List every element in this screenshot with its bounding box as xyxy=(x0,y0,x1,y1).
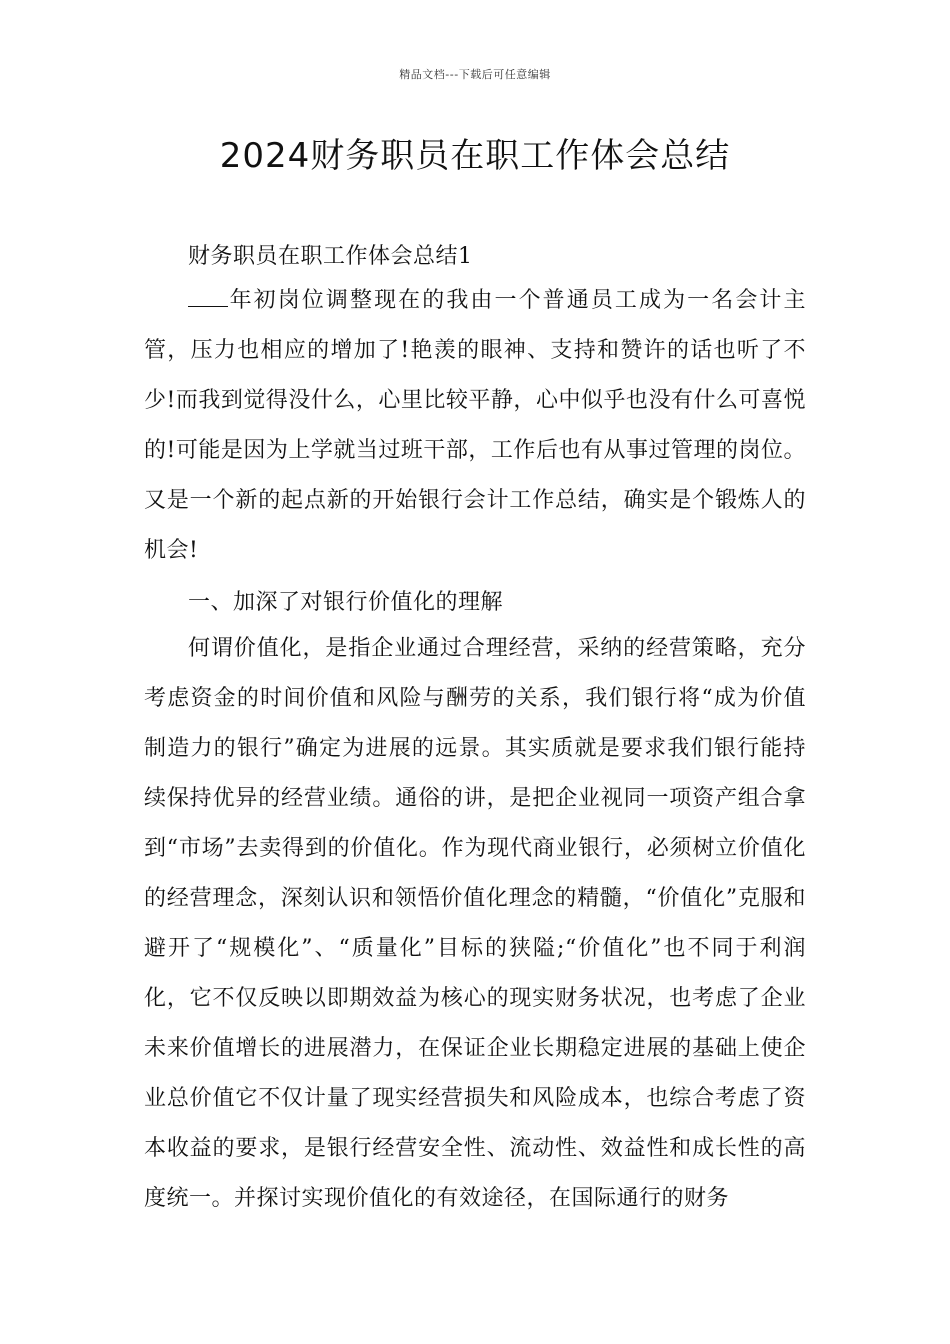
fill-in-blank xyxy=(188,286,228,307)
paragraph-2 xyxy=(144,624,806,1224)
document-subtitle: 财务职员在职工作体会总结1 xyxy=(188,244,473,269)
subtitle-block xyxy=(144,232,806,282)
paragraph-1-text xyxy=(144,276,806,576)
paragraph-1-body: 年初岗位调整现在的我由一个普通员工成为一名会计主管，压力也相应的增加了!艳羡的眼神、支持和赞许的话也听了不少!而我到觉得没什么，心里比较平静，心中似乎也没有什么可喜悦的!可能是因为上学就当过班干部，工作后也有从事过管理的岗位。又是一个新的起点新的开始银行会计工作总结，确实是个锻炼人的机会! xyxy=(144,288,806,563)
section-1-heading: 一、加深了对银行价值化的理解 xyxy=(188,590,504,615)
paragraph-1 xyxy=(144,276,806,576)
section-1-heading-block xyxy=(144,578,806,628)
paragraph-2-text: 何谓价值化，是指企业通过合理经营，采纳的经营策略，充分考虑资金的时间价值和风险与酬劳的关系，我们银行将“成为价值制造力的银行”确定为进展的远景。其实质就是要求我们银行能持续保持优异的经营业绩。通俗的讲，是把企业视同一项资产组合拿到“市场”去卖得到的价值化。作为现代商业银行，必须树立价值化的经营理念，深刻认识和领悟价值化理念的精髓，“价值化”克服和避开了“规模化”、“质量化”目标的狭隘;“价值化”也不同于利润化，它不仅反映以即期效益为核心的现实财务状况，也考虑了企业未来价值增长的进展潜力，在保证企业长期稳定进展的基础上使企业总价值它不仅计量了现实经营损失和风险成本，也综合考虑了资本收益的要求，是银行经营安全性、流动性、效益性和成长性的高度统一。并探讨实现价值化的有效途径，在国际通行的财务 xyxy=(144,636,806,1211)
document-title: 2024财务职员在职工作体会总结 xyxy=(219,136,731,176)
header-note: 精品文档---下载后可任意编辑 xyxy=(399,68,551,81)
